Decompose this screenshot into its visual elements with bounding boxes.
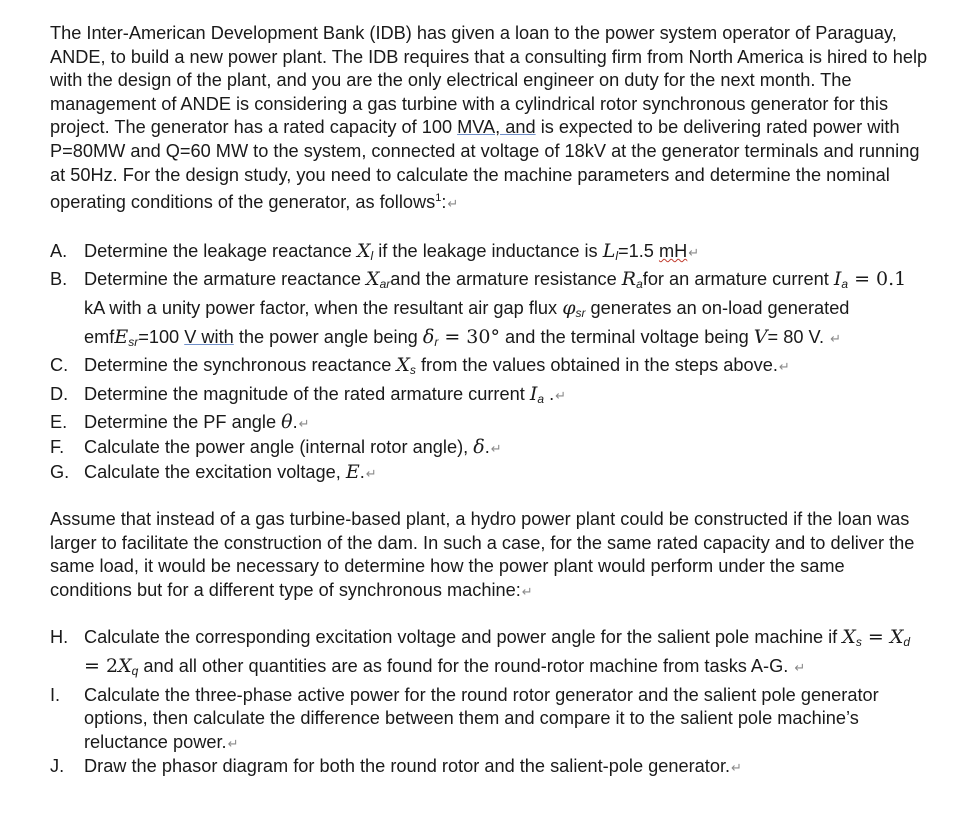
task-text: Calculate the three-phase active power for the round rotor generator and the salient pole generator options, then calculate the difference between them and compare it to the salient pole machine’s reluctance power. — [84, 684, 879, 752]
intro-paragraph — [50, 22, 930, 216]
task-j — [50, 755, 930, 780]
intro-tail: : — [441, 192, 447, 213]
task-text: I — [833, 268, 842, 291]
task-text: X — [396, 354, 410, 377]
task-text: kA with a unity power factor, when the resultant air gap flux — [84, 297, 563, 318]
task-text: generates an on-load generated emf — [84, 297, 850, 347]
task-text: . — [484, 436, 490, 457]
return-arrow-icon: ↵ — [794, 660, 806, 676]
task-text: Determine the synchronous reactance — [84, 355, 397, 376]
task-text: = 80 V. — [767, 326, 830, 347]
task-text: and the terminal voltage being — [500, 326, 754, 347]
return-arrow-icon: ↵ — [688, 244, 700, 260]
task-text: Determine the magnitude of the rated armature current — [84, 383, 530, 404]
footnote-ref[interactable]: 1 — [435, 192, 442, 205]
task-text: Draw the phasor diagram for both the round rotor and the salient-pole generator. — [84, 756, 731, 777]
intro-mva: MVA, and — [457, 117, 536, 138]
list-marker: E. — [50, 412, 68, 433]
task-text: V — [753, 325, 768, 348]
return-arrow-icon: ↵ — [830, 330, 841, 346]
task-text: = 2 — [84, 655, 119, 678]
task-c — [50, 354, 930, 383]
task-text: Calculate the corresponding excitation voltage and power angle for the salient pole machine if — [84, 627, 843, 648]
task-text: E — [114, 325, 129, 348]
task-text: I — [529, 382, 538, 405]
return-arrow-icon: ↵ — [778, 359, 790, 375]
task-a — [50, 240, 930, 269]
task-text: R — [621, 268, 637, 291]
task-text: and all other quantities are as found for the round-rotor machine from tasks A-G. — [138, 656, 794, 677]
task-list-h-j — [50, 626, 930, 780]
task-text: V with — [184, 326, 234, 347]
list-marker: F. — [50, 436, 65, 457]
task-text: δ — [473, 435, 485, 458]
task-text: sr — [575, 305, 586, 320]
return-arrow-icon: ↵ — [521, 583, 533, 599]
task-text: if the leakage inductance is — [373, 240, 603, 261]
task-text: a — [537, 391, 545, 406]
task-text: the power angle being — [233, 326, 423, 347]
hydro-paragraph — [50, 508, 930, 603]
list-marker: A. — [50, 240, 68, 261]
task-text: φ — [562, 296, 576, 319]
task-text: s — [409, 363, 416, 378]
task-text: Calculate the excitation voltage, — [84, 461, 346, 482]
task-b — [50, 268, 930, 354]
return-arrow-icon: ↵ — [490, 440, 502, 456]
list-marker: B. — [50, 269, 68, 290]
task-h — [50, 626, 930, 683]
document-page — [50, 22, 930, 780]
task-text: and the armature resistance — [390, 269, 622, 290]
task-text: Determine the armature reactance — [84, 269, 367, 290]
task-text: δ — [422, 325, 435, 348]
task-text: d — [903, 635, 911, 650]
task-text: L — [602, 239, 616, 262]
intro-text: The Inter-American Development Bank (IDB) has given a loan to the power system operator of Paraguay, ANDE, to build a new power plant. The IDB requires that a consulting firm from North America is hired to help with the design of the plant, and you are the only electrical engineer on duty for the next month. The management of ANDE is considering a gas turbine with a cylindrical rotor synchronous generator for this project. The generator has a rated capacity of 100 — [50, 23, 928, 138]
task-text: for an armature current — [642, 269, 834, 290]
task-text: . — [544, 383, 555, 404]
return-arrow-icon: ↵ — [555, 387, 567, 403]
list-marker: C. — [50, 355, 69, 376]
return-arrow-icon: ↵ — [298, 416, 310, 432]
task-text: X — [842, 626, 856, 649]
task-text: . — [292, 412, 298, 433]
return-arrow-icon: ↵ — [731, 760, 742, 776]
task-d — [50, 383, 930, 412]
task-e — [50, 411, 930, 436]
list-marker: G. — [50, 461, 70, 482]
return-arrow-icon: ↵ — [365, 465, 377, 481]
return-arrow-icon: ↵ — [447, 196, 459, 212]
task-text: X — [356, 239, 371, 262]
task-text: =1.5 — [618, 240, 659, 261]
task-text: E — [345, 460, 360, 483]
task-text: X — [366, 268, 380, 291]
task-text: Calculate the power angle (internal rotor angle), — [84, 436, 474, 457]
list-marker: H. — [50, 627, 69, 648]
task-text: l — [615, 248, 618, 263]
intro-text-2: is expected to be delivering rated power with P=80MW and Q=60 MW to the system, connected at voltage of 18kV at the generator terminals and running at 50Hz. For the design study, you need to calculate the machine parameters and determine the nominal operating conditions of the generator, as follows — [50, 117, 920, 213]
task-text: X — [889, 626, 904, 649]
task-i — [50, 684, 930, 756]
task-text: q — [131, 664, 139, 679]
return-arrow-icon: ↵ — [227, 735, 239, 751]
task-text: = — [861, 626, 890, 649]
task-text: a — [841, 277, 849, 292]
task-list-a-g — [50, 240, 930, 485]
hydro-text: Assume that instead of a gas turbine-based plant, a hydro power plant could be constructed if the loan was larger to facilitate the construction of the dam. In such a case, for the same rated capacity and to deliver the same load, it would be necessary to determine how the power plant would perform under the same conditions but for a different type of synchronous machine: — [50, 509, 915, 600]
task-text: =100 — [138, 326, 185, 347]
list-marker: J. — [50, 756, 65, 777]
task-text: l — [370, 248, 374, 263]
task-text: = 0.1 — [848, 268, 907, 291]
task-text: mH — [658, 240, 688, 261]
task-text: s — [855, 635, 862, 650]
task-text: = 30° — [438, 325, 500, 348]
task-text: θ — [281, 411, 293, 434]
task-text: Determine the leakage reactance — [84, 240, 357, 261]
task-text: Determine the PF angle — [84, 412, 282, 433]
task-f — [50, 436, 930, 461]
task-text: ar — [379, 277, 391, 292]
task-g — [50, 461, 930, 486]
task-text: from the values obtained in the steps above. — [415, 355, 778, 376]
task-text: r — [434, 334, 439, 349]
list-marker: D. — [50, 383, 69, 404]
task-text: . — [359, 461, 365, 482]
task-text: sr — [128, 334, 139, 349]
task-text: a — [636, 277, 643, 292]
list-marker: I. — [50, 684, 61, 705]
task-text: X — [118, 655, 132, 678]
